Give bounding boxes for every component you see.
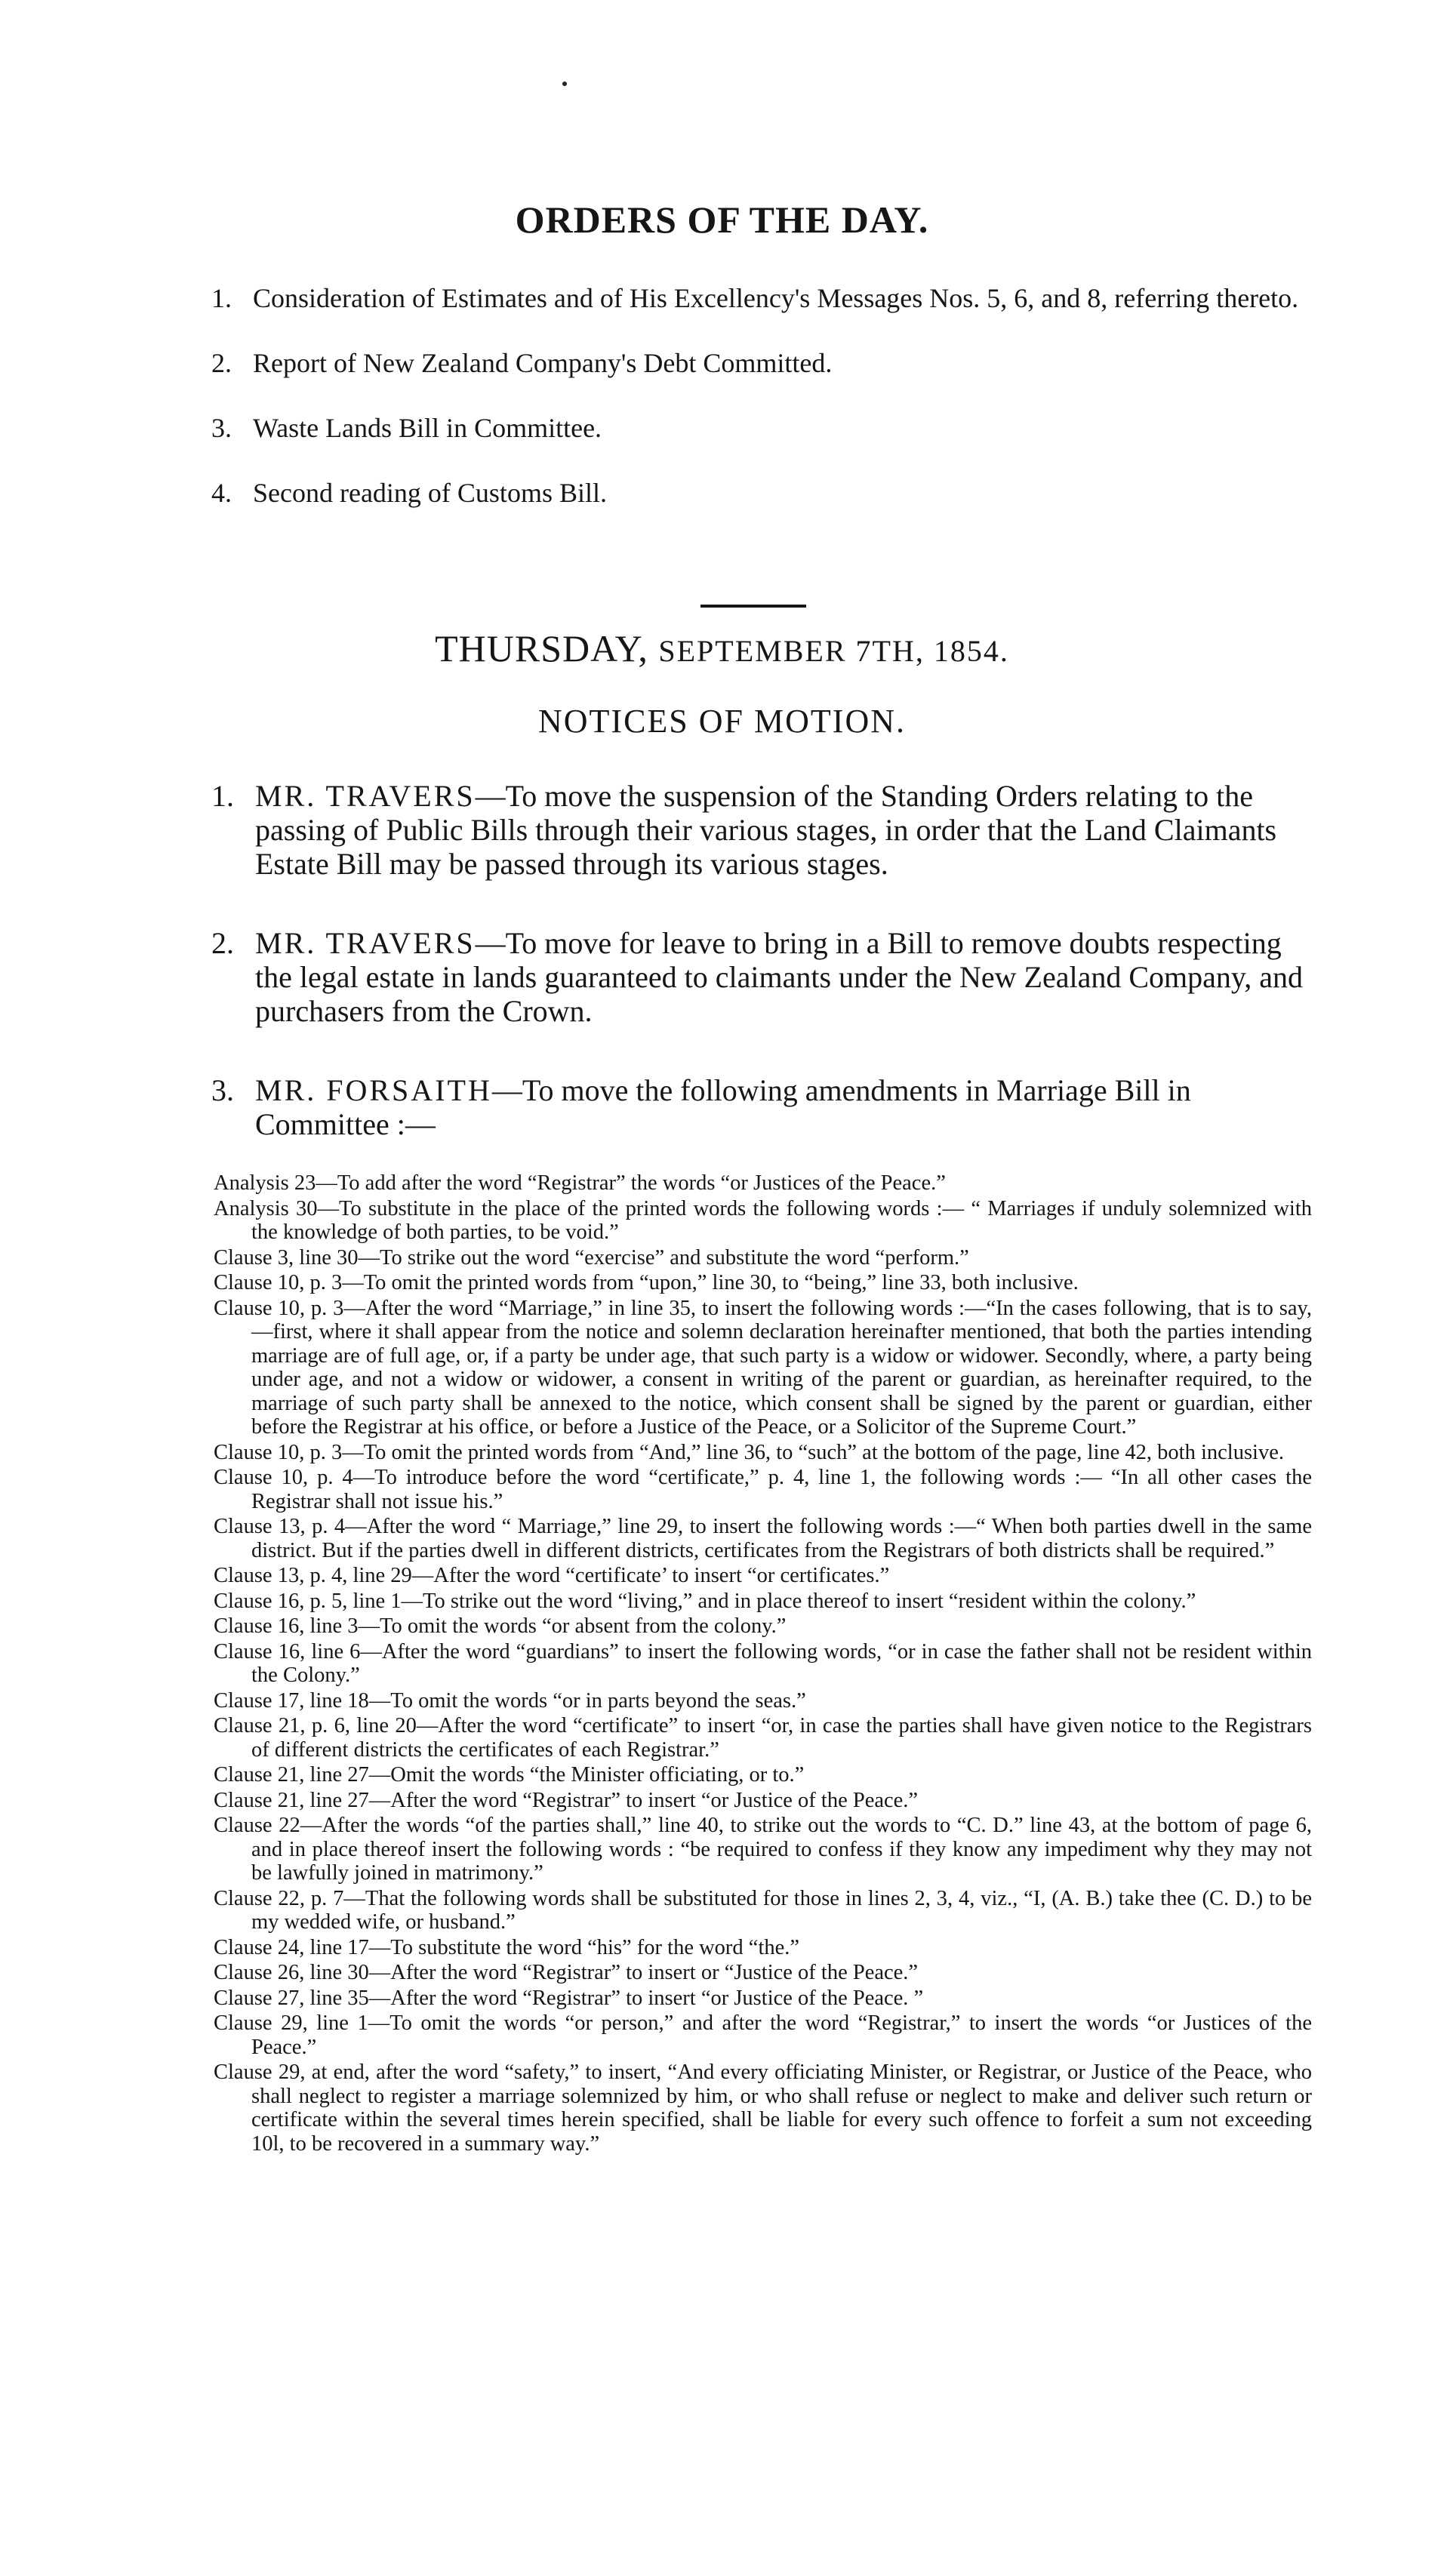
amendment-item: Clause 10, p. 4—To introduce before the word “certificate,” p. 4, line 1, the following words :— “In all other cases the Registrar shall not issue his.” (214, 1466, 1312, 1513)
amendment-item: Clause 16, line 6—After the word “guardians” to insert the following words, “or in case the father shall not be resident within the Colony.” (214, 1639, 1312, 1687)
motion-number: 1. (211, 779, 234, 813)
order-item (211, 411, 1344, 445)
order-text: Report of New Zealand Company's Debt Committed. (253, 348, 833, 378)
motion-number: 2. (211, 926, 234, 960)
notices-of-motion-list (211, 779, 1321, 1146)
date-heading (0, 626, 1444, 670)
amendment-item: Clause 29, at end, after the word “safety,” to insert, “And every officiating Minister, or Registrar, or Justice of the Peace, who shall neglect to register a marriage solemnized by him, or who shall refuse or neglect to make and deliver such return or certificate within the several times herein specified, shall be liable for every such offence to forfeit a sum not exceeding 10l, to be recovered in a summary way.” (214, 2060, 1312, 2156)
amendment-item: Clause 29, line 1—To omit the words “or person,” and after the word “Registrar,” to insert the words “or Justices of the Peace.” (214, 2011, 1312, 2059)
order-number: 3. (211, 413, 232, 443)
amendment-item: Clause 16, line 3—To omit the words “or absent from the colony.” (214, 1614, 787, 1638)
motion-number: 3. (211, 1073, 234, 1107)
ink-dot (562, 82, 567, 86)
motion-text: —To move the following amendments in Marriage Bill in Committee :— (255, 1073, 1191, 1141)
motion-text: —To move the suspension of the Standing Orders relating to the passing of Public Bills through their various stages, in order that the Land Claimants Estate Bill may be passed through its various stages. (255, 779, 1277, 881)
order-text: Waste Lands Bill in Committee. (253, 413, 602, 443)
notices-of-motion-heading: NOTICES OF MOTION. (538, 703, 906, 740)
motion-mover: MR. TRAVERS (255, 926, 476, 960)
order-number: 1. (211, 283, 232, 313)
amendment-item: Clause 10, p. 3—After the word “Marriage,” in line 35, to insert the following words :—“In the cases following, that is to say,—first, where it shall appear from the notice and solemn declaration hereinafter mentioned, that both the parties intending marriage are of full age, or, if a party be under age, that such party is a widow or widower. Secondly, where, a party being under age, and not a widow or widower, a consent in writing of the parent or guardian, as hereinafter required, to the marriage of such party shall be annexed to the notice, which consent shall be signed by the parent or guardian, either before the Registrar at his office, or before a Justice of the Peace, or a Solicitor of the Supreme Court.” (214, 1296, 1312, 1439)
amendment-item: Analysis 30—To substitute in the place of the printed words the following words :— “ Marriages if unduly solemnized with the knowledge of both parties, to be void.” (214, 1196, 1312, 1244)
amendment-item: Clause 22, p. 7—That the following words shall be substituted for those in lines 2, 3, 4, viz., “I, (A. B.) take thee (C. D.) to be my wedded wife, or husband.” (214, 1886, 1312, 1934)
motion-item (211, 779, 1321, 881)
date-day: THURSDAY, (435, 627, 648, 669)
date-rest: SEPTEMBER 7TH, 1854. (658, 634, 1009, 668)
order-text: Consideration of Estimates and of His Excellency's Messages Nos. 5, 6, and 8, referring thereto. (253, 283, 1299, 313)
amendment-item: Clause 10, p. 3—To omit the printed words from “And,” line 36, to “such” at the bottom of the page, line 42, both inclusive. (214, 1440, 1284, 1464)
amendments-list (214, 1171, 1312, 2157)
amendment-item: Clause 13, p. 4—After the word “ Marriage,” line 29, to insert the following words :—“ When both parties dwell in the same district. But if the parties dwell in different districts, certificates from the Registrars of both districts shall be required.” (214, 1515, 1312, 1562)
amendment-item: Clause 24, line 17—To substitute the word “his” for the word “the.” (214, 1935, 800, 1959)
order-number: 2. (211, 348, 232, 378)
motion-mover: MR. FORSAITH (255, 1073, 492, 1107)
orders-of-the-day-heading: ORDERS OF THE DAY. (515, 199, 929, 241)
motion-text: —To move for leave to bring in a Bill to remove doubts respecting the legal estate in lands guaranteed to claimants under the New Zealand Company, and purchasers from the Crown. (255, 926, 1304, 1028)
order-item (211, 476, 1344, 509)
amendment-item: Clause 13, p. 4, line 29—After the word “certificate’ to insert “or certificates.” (214, 1564, 890, 1587)
amendment-item: Clause 21, line 27—After the word “Registrar” to insert “or Justice of the Peace.” (214, 1788, 919, 1812)
order-number: 4. (211, 478, 232, 508)
order-item (211, 346, 1344, 380)
orders-of-the-day-list (211, 282, 1344, 541)
amendment-item: Clause 17, line 18—To omit the words “or in parts beyond the seas.” (214, 1688, 806, 1713)
amendment-item: Clause 21, p. 6, line 20—After the word “certificate” to insert “or, in case the parties shall have given notice to the Registrars of different districts the certificates of each Registrar.” (214, 1714, 1312, 1762)
amendment-item: Clause 10, p. 3—To omit the printed words from “upon,” line 30, to “being,” line 33, both inclusive. (214, 1271, 1079, 1294)
amendment-item: Clause 27, line 35—After the word “Registrar” to insert “or Justice of the Peace. ” (214, 1986, 924, 2010)
order-item (211, 282, 1344, 315)
amendment-item: Clause 26, line 30—After the word “Registrar” to insert or “Justice of the Peace.” (214, 1961, 919, 1984)
motion-item (211, 1073, 1321, 1141)
amendment-item: Clause 21, line 27—Omit the words “the Minister officiating, or to.” (214, 1763, 805, 1787)
amendment-item: Clause 16, p. 5, line 1—To strike out the word “living,” and in place thereof to insert “resident within the colony.” (214, 1589, 1196, 1613)
amendment-item: Clause 3, line 30—To strike out the word “exercise” and substitute the word “perform.” (214, 1245, 969, 1270)
amendment-item: Clause 22—After the words “of the parties shall,” line 40, to strike out the words to “C. D.” line 43, at the bottom of page 6, and in place thereof insert the following words : “be required to confess if they know any impediment why they may not be lawfully joined in matrimony.” (214, 1814, 1312, 1885)
section-divider (700, 605, 806, 608)
motion-item (211, 926, 1321, 1028)
order-text: Second reading of Customs Bill. (253, 478, 607, 508)
amendment-item: Analysis 23—To add after the word “Registrar” the words “or Justices of the Peace.” (214, 1171, 946, 1195)
motion-mover: MR. TRAVERS (255, 779, 476, 813)
